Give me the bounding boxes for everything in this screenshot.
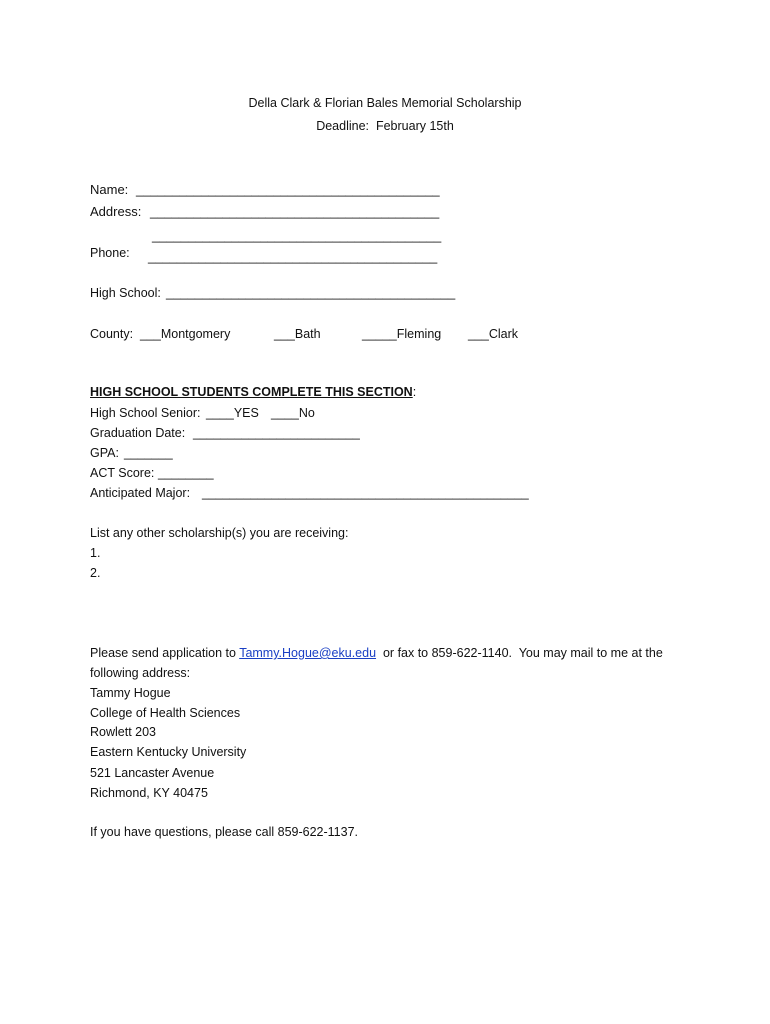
name-field[interactable]: __________________________________________ (136, 182, 440, 197)
senior-no-blank: ____ (271, 406, 299, 420)
act-score-label: ACT Score: (90, 466, 155, 480)
address-field-line-2[interactable]: ________________________________________ (152, 228, 442, 243)
county-name: Bath (294, 327, 321, 341)
other-scholarship-item-2[interactable]: 2. (90, 566, 101, 580)
address-line: Richmond, KY 40475 (90, 786, 208, 800)
address-line: Rowlett 203 (90, 725, 157, 739)
high-school-section-heading (90, 384, 416, 400)
address-line: 521 Lancaster Avenue (90, 766, 215, 780)
gpa-label: GPA: (90, 446, 119, 460)
gpa-field[interactable]: _______ (124, 446, 173, 460)
act-score-field[interactable]: ________ (158, 466, 214, 480)
deadline-line: Deadline: February 15th (316, 119, 454, 133)
mailing-instructions-line-2: following address: (90, 666, 191, 680)
senior-yes-text: YES (233, 406, 259, 420)
address-label: Address: (90, 204, 142, 219)
county-option-clark[interactable] (468, 326, 518, 342)
county-blank: ___ (468, 327, 489, 341)
graduation-date-label: Graduation Date: (90, 426, 186, 440)
anticipated-major-field[interactable]: _______________________________________________ (202, 486, 529, 500)
county-name: Montgomery (160, 327, 231, 341)
email-link[interactable]: Tammy.Hogue@eku.edu (239, 646, 377, 660)
other-scholarships-prompt: List any other scholarship(s) you are receiving: (90, 526, 349, 540)
graduation-date-field[interactable]: ________________________ (193, 426, 360, 440)
county-option-montgomery[interactable] (140, 326, 230, 342)
mailing-fax-text: or fax to 859-622-1140. You may mail to me at the (376, 646, 663, 660)
phone-field[interactable]: ________________________________________ (148, 249, 438, 264)
mailing-intro-text: Please send application to (90, 646, 240, 660)
name-label: Name: (90, 182, 129, 197)
county-name: Clark (488, 327, 519, 341)
section-heading-text: HIGH SCHOOL STUDENTS COMPLETE THIS SECTION (90, 385, 413, 399)
address-field-line-1[interactable]: ________________________________________ (150, 204, 440, 219)
form-title: Della Clark & Florian Bales Memorial Scholarship (248, 96, 522, 110)
senior-yes-option[interactable] (206, 405, 259, 421)
address-line: Eastern Kentucky University (90, 745, 247, 759)
senior-yes-blank: ____ (206, 406, 234, 420)
questions-contact-line: If you have questions, please call 859-622-1137. (90, 825, 359, 839)
county-option-fleming[interactable] (362, 326, 441, 342)
mailing-instructions-line-1 (90, 645, 663, 661)
other-scholarship-item-1[interactable]: 1. (90, 546, 101, 560)
high-school-field[interactable]: ________________________________________ (166, 285, 456, 300)
address-line: College of Health Sciences (90, 706, 241, 720)
county-name: Fleming (396, 327, 442, 341)
senior-label: High School Senior: (90, 406, 201, 420)
address-line: Tammy Hogue (90, 686, 171, 700)
anticipated-major-label: Anticipated Major: (90, 486, 191, 500)
county-option-bath[interactable] (274, 326, 321, 342)
county-blank: _____ (362, 327, 397, 341)
senior-no-option[interactable] (271, 405, 315, 421)
high-school-label: High School: (90, 286, 161, 300)
phone-label: Phone: (90, 246, 130, 260)
county-label: County: (90, 327, 134, 341)
section-heading-colon: : (412, 385, 417, 399)
senior-no-text: No (298, 406, 315, 420)
county-blank: ___ (274, 327, 295, 341)
county-blank: ___ (140, 327, 161, 341)
